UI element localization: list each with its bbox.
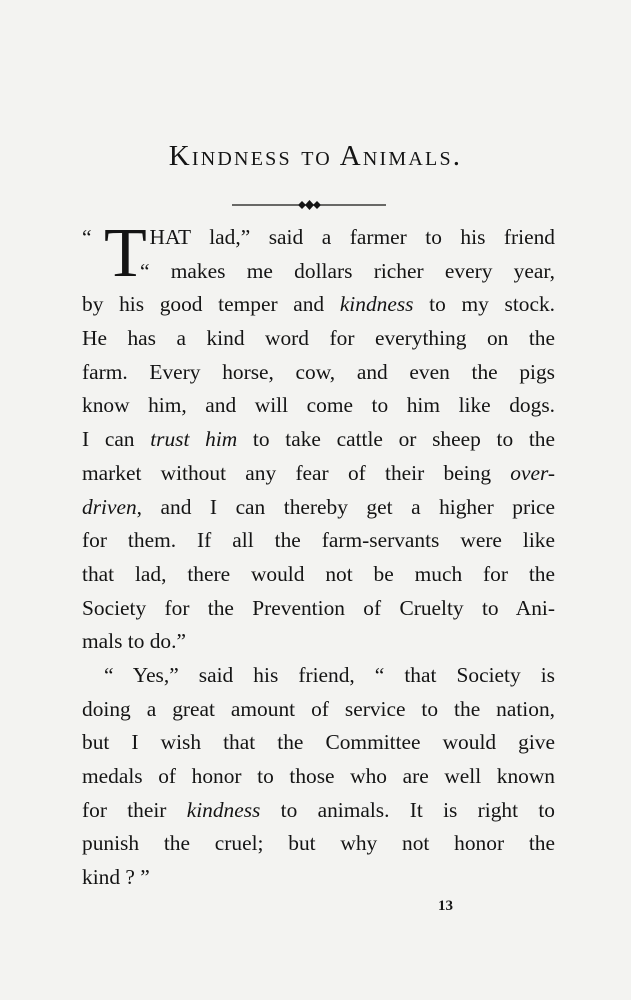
line-text: market without any fear of their being xyxy=(82,460,511,485)
text-line: that lad, there would not be much for the xyxy=(82,561,555,586)
text-line xyxy=(82,491,555,525)
text-line: know him, and will come to him like dogs. xyxy=(82,393,555,418)
ornament-diamond-left xyxy=(298,201,306,209)
page-title: Kindness to Animals. xyxy=(168,140,463,172)
text-line xyxy=(82,255,555,289)
line-text: to my stock. xyxy=(413,292,555,317)
ornament-divider xyxy=(232,198,386,212)
text-line: mals to do.” xyxy=(82,629,186,654)
line-text: to take cattle or sheep to the xyxy=(237,427,555,452)
text-line: doing a great amount of service to the nation, xyxy=(82,696,555,721)
page-number: 13 xyxy=(438,898,453,914)
text-line xyxy=(82,457,555,491)
line-text: “ makes me dollars richer every year, xyxy=(140,258,555,283)
text-line: but I wish that the Committee would give xyxy=(82,730,555,755)
opening-quote: “ xyxy=(82,225,92,249)
text-line: farm. Every horse, cow, and even the pigs xyxy=(82,359,555,384)
ornament-diamond-right xyxy=(313,201,321,209)
body-text xyxy=(82,215,555,895)
italic-text: kindness xyxy=(339,292,414,317)
text-line xyxy=(82,288,555,322)
line-text: by his good temper and xyxy=(82,292,340,317)
line-text: to animals. It is right to xyxy=(260,797,555,822)
line-text: I can xyxy=(82,427,151,452)
ornament-diamond-center xyxy=(305,200,314,210)
text-line: Society for the Prevention of Cruelty to Ani- xyxy=(82,595,555,620)
text-line: for them. If all the farm-servants were like xyxy=(82,528,555,553)
text-line: kind ? ” xyxy=(82,865,150,890)
italic-text: kindness xyxy=(186,797,261,822)
text-line xyxy=(82,794,555,828)
drop-cap: T xyxy=(104,215,147,292)
italic-text: driven xyxy=(82,494,137,519)
line-text: for their xyxy=(82,797,187,822)
line-text: HAT lad,” said a farmer to his friend xyxy=(149,225,555,249)
text-line xyxy=(82,423,555,457)
line-text: , and I can thereby get a higher price xyxy=(136,494,555,519)
text-line: punish the cruel; but why not honor the xyxy=(82,831,555,856)
text-line: He has a kind word for everything on the xyxy=(82,326,555,351)
italic-text: over- xyxy=(510,460,555,485)
italic-text: trust him xyxy=(150,427,238,452)
text-line: “ Yes,” said his friend, “ that Society is xyxy=(104,662,555,687)
text-line: medals of honor to those who are well known xyxy=(82,764,555,788)
